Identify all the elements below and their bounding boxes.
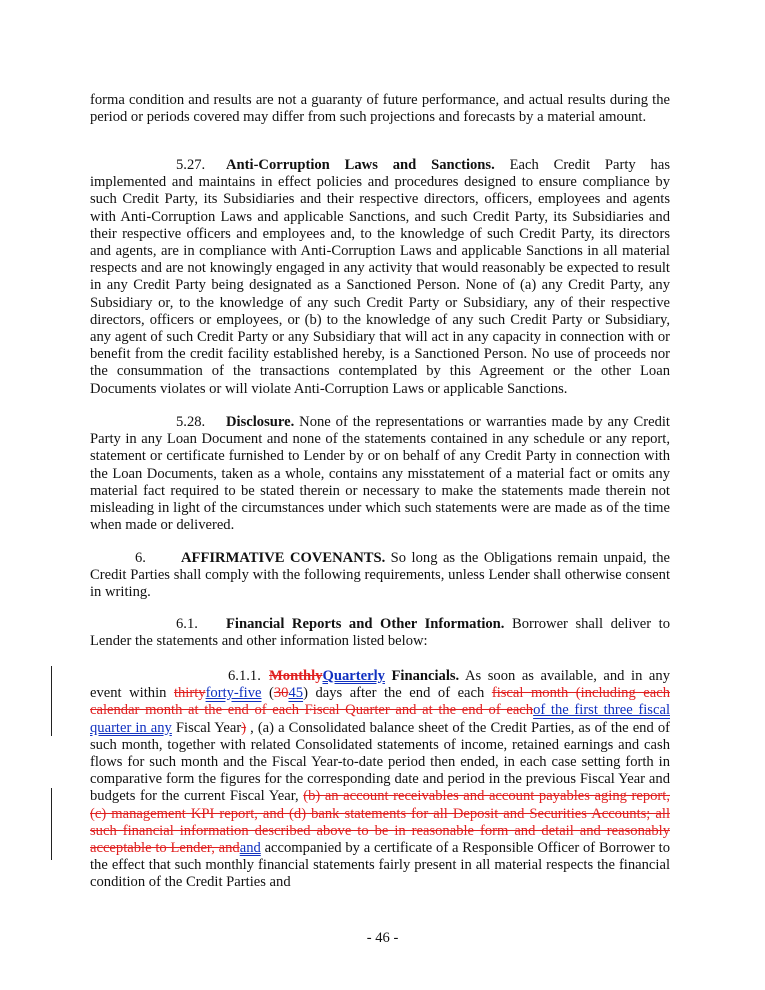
body-text: ) days after the end of each bbox=[303, 685, 492, 702]
intro-text: forma condition and results are not a guaranty of future performance, and actual results during the period or periods covered may differ from such projections and forecasts by a material amount. bbox=[90, 92, 670, 126]
inserted-and: and bbox=[239, 840, 261, 857]
section-6 bbox=[90, 550, 670, 602]
deleted-30: 30 bbox=[273, 685, 289, 702]
body-text: ( bbox=[261, 685, 274, 702]
section-6-1-1 bbox=[90, 668, 670, 892]
section-number: 5.27. bbox=[176, 157, 206, 173]
change-bar bbox=[51, 666, 52, 736]
section-heading: Financials. bbox=[384, 668, 460, 684]
section-heading: Anti-Corruption Laws and Sanctions. bbox=[226, 157, 495, 173]
section-6-1 bbox=[90, 616, 670, 650]
deleted-monthly: Monthly bbox=[269, 668, 323, 684]
section-heading: Disclosure. bbox=[226, 414, 295, 430]
section-5-27 bbox=[90, 157, 670, 398]
inserted-first-three-quarters: of the first three fiscal quarter in any bbox=[90, 702, 670, 736]
change-bar bbox=[51, 788, 52, 860]
section-body: None of the representations or warranties made by any Credit Party in any Loan Document and none of the statements contained in any schedule or any report, statement or certificate furnished to Lender by or on behalf of any Credit Party in connection with the Loan Documents, taken as a whole, contains any misstatement of a material fact or omits any material fact required to be stated therein or necessary to make the statements made therein not misleading in light of the circumstances under which such statements were are made as of the time when made or delivered. bbox=[90, 414, 670, 534]
body-text: accompanied by a certificate of a Responsible Officer of Borrower to the effect that such monthly financial statements fairly present in all material respects the financial condition of the Credit Parties and bbox=[90, 840, 670, 891]
section-body: So long as the Obligations remain unpaid, the Credit Parties shall comply with the following requirements, unless Lender shall otherwise consent in writing. bbox=[90, 550, 670, 601]
inserted-forty-five: forty-five bbox=[205, 685, 262, 702]
section-5-28 bbox=[90, 414, 670, 534]
intro-paragraph bbox=[90, 92, 670, 126]
section-number: 6.1.1. bbox=[228, 668, 261, 684]
inserted-quarterly: Quarterly bbox=[322, 668, 385, 684]
section-heading: Financial Reports and Other Information. bbox=[226, 616, 505, 632]
body-text: Fiscal Year bbox=[171, 719, 242, 736]
section-number: 5.28. bbox=[176, 414, 206, 430]
deleted-fiscal-month: fiscal month (including each calendar month at the end of each Fiscal Quarter and at the end of each bbox=[90, 685, 670, 719]
section-number: 6.1. bbox=[176, 616, 198, 632]
body-text: As soon as available, and in any event within bbox=[90, 668, 670, 702]
page-number: - 46 - bbox=[366, 930, 399, 946]
deleted-reports: (b) an account receivables and account payables aging report, (c) management KPI report, and (d) bank statements for all Deposit and Securities Accounts; all such financial information described above to be in reasonable form and detail and reasonably acceptable to Lender, and bbox=[90, 788, 670, 857]
body-text: , (a) a Consolidated balance sheet of the Credit Parties, as of the end of such month, together with related Consolidated statements of income, retained earnings and cash flows for such month and the Fiscal Year-to-date period then ended, in each case setting forth in comparative form the figures for the corresponding date and period in the previous Fiscal Year and budgets for the current Fiscal Year, bbox=[90, 719, 670, 805]
section-body: Borrower shall deliver to Lender the statements and other information listed below: bbox=[90, 616, 670, 650]
section-heading: AFFIRMATIVE COVENANTS. bbox=[181, 550, 386, 566]
section-body: Each Credit Party has implemented and maintains in effect policies and procedures designed to ensure compliance by such Credit Party, its Subsidiaries and their respective directors, officers, employees and agents with Anti-Corruption Laws and applicable Sanctions, and such Credit Party, its Subsidiaries and their respective officers and employees and, to the knowledge of such Credit Party, its directors and agents, are in compliance with Anti-Corruption Laws and applicable Sanctions in all material respects and are not knowingly engaged in any activity that would reasonably be expected to result in any Credit Party being designated as a Sanctioned Person. None of (a) any Credit Party, any Subsidiary or, to the knowledge of any such Credit Party or Subsidiary, any of their respective directors, officers or employees, or (b) to the knowledge of any such Credit Party or Subsidiary, any agent of such Credit Party or any Subsidiary that will act in any capacity in connection with or benefit from the credit facility established hereby, is a Sanctioned Person. No use of proceeds nor the consummation of the transactions contemplated by this Agreement or the other Loan Documents violates or will violate Anti-Corruption Laws or applicable Sanctions. bbox=[90, 157, 671, 397]
inserted-45: 45 bbox=[288, 685, 304, 702]
section-number: 6. bbox=[135, 550, 146, 566]
deleted-thirty: thirty bbox=[173, 685, 206, 702]
deleted-paren: ) bbox=[241, 719, 247, 736]
